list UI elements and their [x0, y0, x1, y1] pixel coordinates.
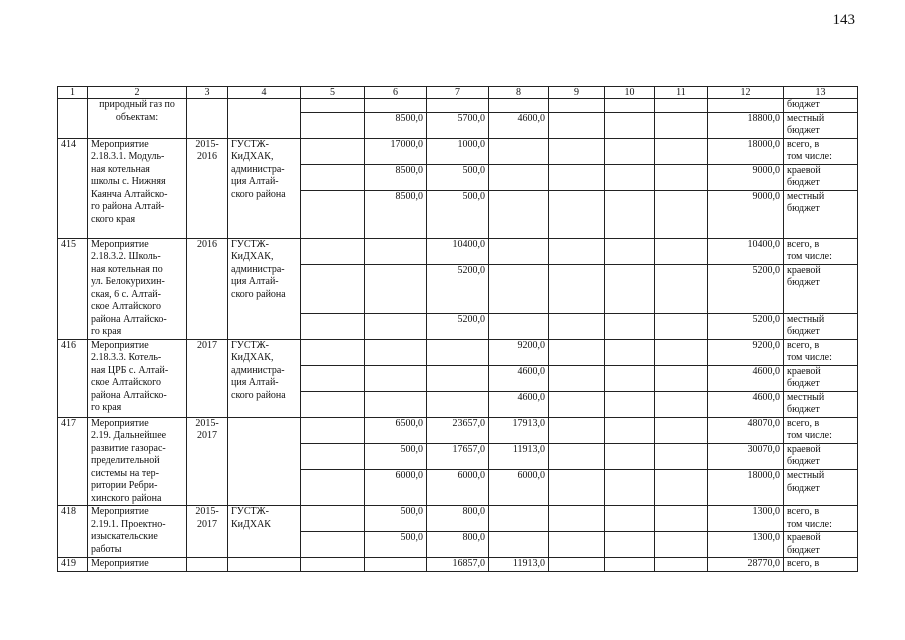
table-cell [655, 99, 708, 113]
table-cell [301, 313, 365, 339]
table-cell [301, 238, 365, 264]
table-cell [605, 164, 655, 190]
table-cell [58, 99, 88, 139]
table-cell: 10400,0 [708, 238, 784, 264]
table-row [58, 417, 858, 443]
table-cell [365, 313, 427, 339]
table-cell [655, 112, 708, 138]
table-cell: 18000,0 [708, 470, 784, 506]
table-cell: Мероприятие [88, 558, 187, 572]
table-cell [427, 391, 489, 417]
table-cell [605, 138, 655, 164]
table-cell [301, 264, 365, 313]
table-row [58, 138, 858, 164]
column-header-13: 13 [784, 87, 858, 99]
table-cell [427, 99, 489, 113]
table-cell: Мероприятие 2.18.3.2. Школь- ная котельная по ул. Белокурихин- ская, 6 с. Алтай- ское Алтайского района Алтайско- го края [88, 238, 187, 339]
table-cell [549, 99, 605, 113]
table-cell: 6500,0 [365, 417, 427, 443]
table-cell [655, 238, 708, 264]
table-cell [605, 443, 655, 469]
table-cell: 18000,0 [708, 138, 784, 164]
table-cell: 9200,0 [489, 339, 549, 365]
table-cell: 800,0 [427, 506, 489, 532]
column-header-4: 4 [228, 87, 301, 99]
table-cell [228, 558, 301, 572]
page-number: 143 [832, 12, 855, 28]
table-cell: 418 [58, 506, 88, 558]
table-cell: 4600,0 [489, 112, 549, 138]
table-cell [549, 506, 605, 532]
table-cell [655, 558, 708, 572]
table-cell [549, 238, 605, 264]
table-cell [655, 391, 708, 417]
table-cell: 17913,0 [489, 417, 549, 443]
table-cell [301, 164, 365, 190]
table-cell [605, 238, 655, 264]
table-cell: 419 [58, 558, 88, 572]
table-cell: краевой бюджет [784, 365, 858, 391]
table-cell [365, 558, 427, 572]
table-cell [605, 190, 655, 238]
table-cell [228, 417, 301, 506]
table-row [58, 99, 858, 113]
table-cell: 6000,0 [427, 470, 489, 506]
table-cell [427, 339, 489, 365]
table-cell [427, 365, 489, 391]
column-header-9: 9 [549, 87, 605, 99]
table-cell: 2015- 2017 [187, 506, 228, 558]
table-cell: 1300,0 [708, 506, 784, 532]
table-row [58, 339, 858, 365]
header-row [58, 87, 858, 99]
column-header-11: 11 [655, 87, 708, 99]
table-cell [655, 506, 708, 532]
table-cell [301, 112, 365, 138]
table-cell [301, 443, 365, 469]
table-cell [365, 339, 427, 365]
table-cell [301, 558, 365, 572]
table-cell [489, 99, 549, 113]
table-cell [301, 339, 365, 365]
table-cell [549, 164, 605, 190]
table-cell [301, 417, 365, 443]
table-cell [605, 264, 655, 313]
table-cell: 5700,0 [427, 112, 489, 138]
table-cell: всего, в том числе: [784, 506, 858, 532]
table-cell [549, 365, 605, 391]
budget-table [57, 86, 858, 572]
table-cell: 417 [58, 417, 88, 506]
table-cell [365, 264, 427, 313]
table-cell [708, 99, 784, 113]
table-cell [655, 532, 708, 558]
table-cell: 6000,0 [489, 470, 549, 506]
table-cell [228, 99, 301, 139]
table-cell: 8500,0 [365, 164, 427, 190]
table-cell: местный бюджет [784, 313, 858, 339]
table-cell [549, 264, 605, 313]
table-cell: краевой бюджет [784, 164, 858, 190]
table-cell: ГУСТЖ- КиДХАК, администра- ция Алтай- ского района [228, 238, 301, 339]
table-cell [187, 99, 228, 139]
table-cell [655, 365, 708, 391]
table-cell: 1300,0 [708, 532, 784, 558]
table-cell: 8500,0 [365, 112, 427, 138]
table-cell [301, 190, 365, 238]
table-cell [365, 238, 427, 264]
table-cell: Мероприятие 2.19.1. Проектно- изыскательские работы [88, 506, 187, 558]
table-cell: местный бюджет [784, 190, 858, 238]
table-cell [301, 138, 365, 164]
table-cell: Мероприятие 2.18.3.1. Модуль- ная котельная школы с. Нижняя Каянча Алтайско- го района Алтай- ского края [88, 138, 187, 238]
table-cell: ГУСТЖ- КиДХАК, администра- ция Алтай- ского района [228, 138, 301, 238]
table-cell: 2015- 2017 [187, 417, 228, 506]
table-cell [549, 532, 605, 558]
table-cell [655, 470, 708, 506]
table-cell: 2016 [187, 238, 228, 339]
table-cell [489, 264, 549, 313]
table-cell: 500,0 [365, 443, 427, 469]
table-cell [489, 506, 549, 532]
column-header-5: 5 [301, 87, 365, 99]
table-cell [605, 339, 655, 365]
table-cell: 11913,0 [489, 558, 549, 572]
table-cell: всего, в том числе: [784, 138, 858, 164]
table-cell: 5200,0 [427, 264, 489, 313]
table-cell [655, 164, 708, 190]
table-cell: 6000,0 [365, 470, 427, 506]
table-cell [605, 558, 655, 572]
table-cell: 17657,0 [427, 443, 489, 469]
table-row [58, 558, 858, 572]
table-row [58, 238, 858, 264]
table-cell: 4600,0 [489, 365, 549, 391]
table-cell: 4600,0 [708, 391, 784, 417]
table-cell: местный бюджет [784, 112, 858, 138]
table-cell [489, 190, 549, 238]
column-header-12: 12 [708, 87, 784, 99]
table-cell: местный бюджет [784, 470, 858, 506]
table-cell: местный бюджет [784, 391, 858, 417]
column-header-6: 6 [365, 87, 427, 99]
table-cell: всего, в том числе: [784, 339, 858, 365]
table-cell [301, 99, 365, 113]
column-header-8: 8 [489, 87, 549, 99]
table-cell [655, 443, 708, 469]
table-cell: 5200,0 [708, 264, 784, 313]
table-cell [549, 470, 605, 506]
table-cell: ГУСТЖ- КиДХАК, администра- ция Алтай- ского района [228, 339, 301, 417]
table-cell [301, 470, 365, 506]
table-cell: Мероприятие 2.19. Дальнейшее развитие газорас- пределительной системы на тер- ритории Ребри- хинского района [88, 417, 187, 506]
table-cell: 800,0 [427, 532, 489, 558]
table-cell [605, 532, 655, 558]
table-cell: 28770,0 [708, 558, 784, 572]
table-cell: природный газ по объектам: [88, 99, 187, 139]
table-cell: краевой бюджет [784, 532, 858, 558]
table-cell [655, 417, 708, 443]
column-header-7: 7 [427, 87, 489, 99]
table-row [58, 506, 858, 532]
table-cell: всего, в [784, 558, 858, 572]
table-cell: 500,0 [365, 532, 427, 558]
table-cell [655, 313, 708, 339]
table-cell [489, 313, 549, 339]
table-cell: 4600,0 [489, 391, 549, 417]
column-header-10: 10 [605, 87, 655, 99]
table-cell: 30070,0 [708, 443, 784, 469]
table-cell [549, 443, 605, 469]
column-header-2: 2 [88, 87, 187, 99]
table-cell [655, 138, 708, 164]
table-cell [605, 470, 655, 506]
table-cell [549, 558, 605, 572]
table-cell [489, 138, 549, 164]
table-cell [301, 532, 365, 558]
table-cell [605, 417, 655, 443]
table-cell [489, 238, 549, 264]
column-header-1: 1 [58, 87, 88, 99]
table-cell: краевой бюджет [784, 264, 858, 313]
table-cell: 18800,0 [708, 112, 784, 138]
table-cell [655, 190, 708, 238]
table-cell: 9000,0 [708, 190, 784, 238]
table-cell: краевой бюджет [784, 443, 858, 469]
table-cell [365, 99, 427, 113]
table-cell [549, 138, 605, 164]
table-cell [549, 417, 605, 443]
table-cell [301, 391, 365, 417]
table-cell: 2017 [187, 339, 228, 417]
table-cell: 416 [58, 339, 88, 417]
table-cell: 415 [58, 238, 88, 339]
table-cell: всего, в том числе: [784, 417, 858, 443]
table-cell [365, 365, 427, 391]
table-cell [549, 339, 605, 365]
table-cell: Мероприятие 2.18.3.3. Котель- ная ЦРБ с. Алтай- ское Алтайского района Алтайско- го края [88, 339, 187, 417]
table-cell: ГУСТЖ- КиДХАК [228, 506, 301, 558]
table-cell: 11913,0 [489, 443, 549, 469]
table-cell [489, 164, 549, 190]
table-cell: 500,0 [427, 190, 489, 238]
table-cell [301, 365, 365, 391]
table-cell: бюджет [784, 99, 858, 113]
table-cell [549, 313, 605, 339]
table-cell: 17000,0 [365, 138, 427, 164]
table-cell [187, 558, 228, 572]
table-cell: 5200,0 [427, 313, 489, 339]
table-cell: всего, в том числе: [784, 238, 858, 264]
table-cell [655, 339, 708, 365]
table-cell: 16857,0 [427, 558, 489, 572]
table-cell [605, 99, 655, 113]
table-cell: 5200,0 [708, 313, 784, 339]
table-cell [365, 391, 427, 417]
table-cell: 500,0 [427, 164, 489, 190]
table-cell: 8500,0 [365, 190, 427, 238]
table-cell [605, 391, 655, 417]
table-cell [605, 506, 655, 532]
table-cell [605, 112, 655, 138]
table-cell: 1000,0 [427, 138, 489, 164]
table-cell [605, 365, 655, 391]
column-header-3: 3 [187, 87, 228, 99]
table-cell [549, 190, 605, 238]
table-cell [301, 506, 365, 532]
table-cell: 9200,0 [708, 339, 784, 365]
table-cell [489, 532, 549, 558]
table-cell: 48070,0 [708, 417, 784, 443]
table-cell: 23657,0 [427, 417, 489, 443]
table-cell: 9000,0 [708, 164, 784, 190]
table-cell: 10400,0 [427, 238, 489, 264]
table-cell: 2015- 2016 [187, 138, 228, 238]
table-cell [655, 264, 708, 313]
table-cell: 4600,0 [708, 365, 784, 391]
table-cell: 500,0 [365, 506, 427, 532]
table-cell [605, 313, 655, 339]
table-cell [549, 112, 605, 138]
table-cell [549, 391, 605, 417]
table-cell: 414 [58, 138, 88, 238]
